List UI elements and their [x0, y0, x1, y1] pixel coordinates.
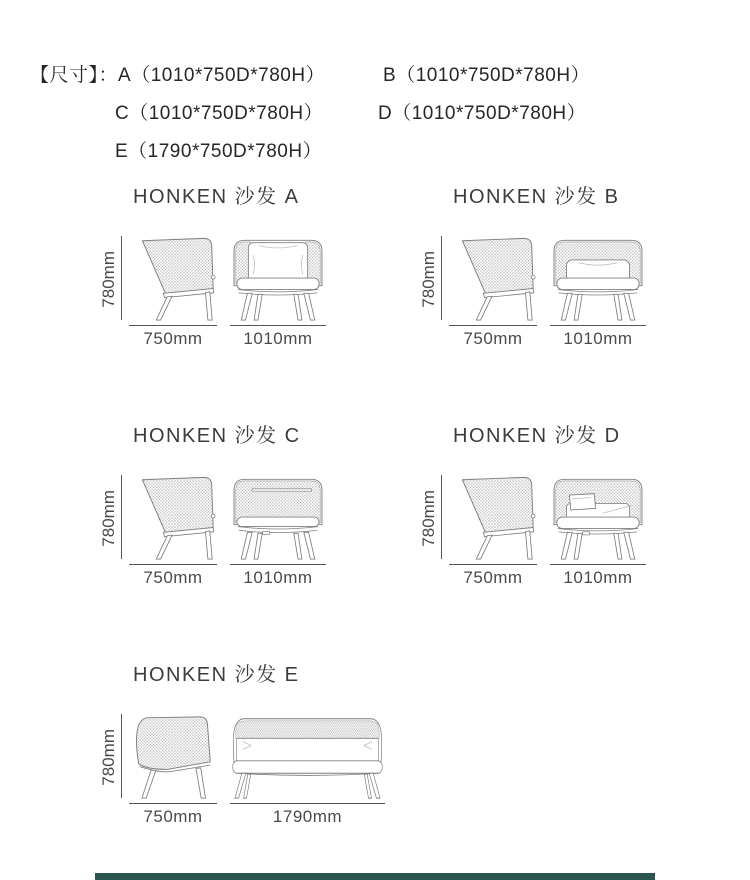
width-dimension-b — [550, 325, 646, 349]
height-dimension-c — [100, 475, 122, 561]
sofa-side-view-drawing — [449, 475, 537, 561]
section-title-e: HONKEN 沙发 E — [133, 664, 300, 686]
depth-dimension-e — [129, 803, 217, 827]
spec-e: E（1790*750D*780H） — [115, 140, 323, 162]
height-dimension-d — [420, 475, 442, 561]
width-dimension-a — [230, 325, 326, 349]
height-label: 780mm — [99, 728, 118, 786]
section-title-b: HONKEN 沙发 B — [453, 186, 620, 208]
spec-d: D（1010*750D*780H） — [378, 102, 587, 124]
height-dimension-line — [121, 475, 122, 559]
depth-dimension-d — [449, 564, 537, 588]
height-dimension-line — [121, 714, 122, 798]
height-dimension-e — [100, 714, 122, 800]
height-dimension-line — [441, 475, 442, 559]
depth-label: 750mm — [143, 807, 203, 826]
row-a-b — [100, 180, 750, 349]
depth-label: 750mm — [143, 568, 203, 587]
front-view-e — [230, 714, 385, 827]
depth-label: 750mm — [463, 568, 523, 587]
views-e — [100, 714, 398, 827]
height-label: 780mm — [419, 250, 438, 308]
depth-dimension-b — [449, 325, 537, 349]
depth-label: 750mm — [463, 329, 523, 348]
depth-dimension-c — [129, 564, 217, 588]
width-dimension-e — [230, 803, 385, 827]
side-view-a — [129, 236, 217, 349]
front-view-d — [550, 475, 646, 588]
section-title-d: HONKEN 沙发 D — [453, 425, 621, 447]
front-view-c — [230, 475, 326, 588]
depth-dimension-a — [129, 325, 217, 349]
width-label: 1010mm — [563, 329, 633, 348]
row-c-d — [100, 419, 750, 588]
spec-row-1 — [30, 54, 750, 92]
side-view-e — [129, 714, 217, 827]
height-dimension-line — [121, 236, 122, 320]
spec-row-2 — [30, 92, 750, 130]
height-label: 780mm — [419, 489, 438, 547]
row-e — [100, 658, 750, 827]
views-b — [420, 236, 740, 349]
sofa-front-view-drawing — [230, 475, 326, 561]
views-c — [100, 475, 420, 588]
spec-row-3 — [30, 130, 750, 168]
depth-label: 750mm — [143, 329, 203, 348]
front-view-a — [230, 236, 326, 349]
spec-b: B（1010*750D*780H） — [383, 64, 591, 86]
height-label: 780mm — [99, 250, 118, 308]
width-label: 1010mm — [243, 568, 313, 587]
width-dimension-d — [550, 564, 646, 588]
views-d — [420, 475, 740, 588]
width-dimension-c — [230, 564, 326, 588]
sofa-side-view-drawing — [129, 714, 217, 800]
side-view-d — [449, 475, 537, 588]
height-label: 780mm — [99, 489, 118, 547]
width-label: 1010mm — [563, 568, 633, 587]
size-spec-header — [0, 0, 750, 168]
sofa-section-d — [420, 419, 740, 588]
sofa-side-view-drawing — [129, 475, 217, 561]
front-view-b — [550, 236, 646, 349]
sofa-side-view-drawing — [129, 236, 217, 322]
section-title-c: HONKEN 沙发 C — [133, 425, 301, 447]
section-divider-bar — [95, 873, 655, 880]
height-dimension-line — [441, 236, 442, 320]
spec-a: A（1010*750D*780H） — [118, 64, 326, 86]
side-view-b — [449, 236, 537, 349]
sofa-section-b — [420, 180, 740, 349]
size-label: 【尺寸】： — [30, 64, 119, 86]
sofa-front-view-drawing — [230, 714, 385, 800]
sofa-section-a — [100, 180, 420, 349]
sofa-side-view-drawing — [449, 236, 537, 322]
width-label: 1790mm — [272, 807, 343, 826]
height-dimension-a — [100, 236, 122, 322]
section-title-a: HONKEN 沙发 A — [133, 186, 300, 208]
sofa-front-view-drawing — [550, 236, 646, 322]
height-dimension-b — [420, 236, 442, 322]
sofa-sections — [0, 180, 750, 827]
sofa-section-c — [100, 419, 420, 588]
side-view-c — [129, 475, 217, 588]
views-a — [100, 236, 420, 349]
sofa-front-view-drawing — [230, 236, 326, 322]
spec-c: C（1010*750D*780H） — [115, 102, 324, 124]
sofa-section-e — [100, 658, 398, 827]
sofa-front-view-drawing — [550, 475, 646, 561]
width-label: 1010mm — [243, 329, 313, 348]
